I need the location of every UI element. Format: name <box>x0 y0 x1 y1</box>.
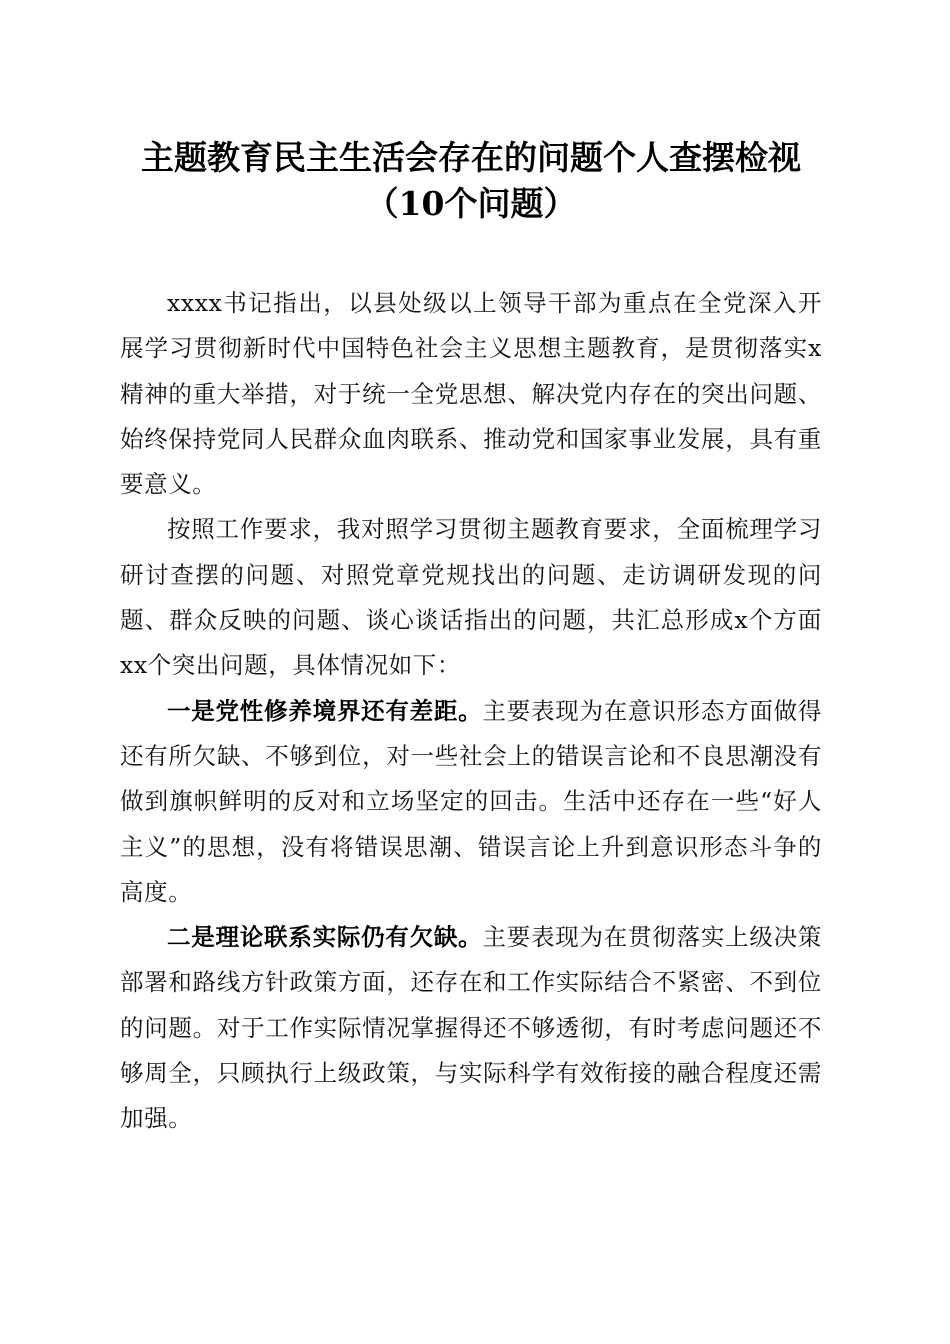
issue-2-text: 主要表现为在贯彻落实上级决策部署和路线方针政策方面，还存在和工作实际结合不紧密、不到位的问题。对于工作实际情况掌握得还不够透彻，有时考虑问题还不够周全，只顾执行上级政策，与实际科学有效衔接的融合程度还需加强。 <box>120 923 822 1133</box>
paragraph-issue-1 <box>120 689 822 915</box>
issue-1-text: 主要表现为在意识形态方面做得还有所欠缺、不够到位，对一些社会上的错误言论和不良思潮没有做到旗帜鲜明的反对和立场坚定的回击。生活中还存在一些“好人主义”的思想，没有将错误思潮、错误言论上升到意识形态斗争的高度。 <box>120 696 822 906</box>
paragraph-intro <box>120 281 822 507</box>
document-page <box>120 135 822 1142</box>
issue-1-heading: 一是党性修养境界还有差距。 <box>167 696 483 725</box>
paragraph-intro-text: xxxx书记指出，以县处级以上领导干部为重点在全党深入开展学习贯彻新时代中国特色社会主义思想主题教育，是贯彻落实x精神的重大举措，对于统一全党思想、解决党内存在的突出问题、始终保持党同人民群众血肉联系、推动党和国家事业发展，具有重要意义。 <box>120 289 822 499</box>
document-body <box>120 281 822 1142</box>
document-title <box>120 135 822 227</box>
paragraph-issue-2 <box>120 915 822 1141</box>
paragraph-overview <box>120 507 822 688</box>
paragraph-overview-text: 按照工作要求，我对照学习贯彻主题教育要求，全面梳理学习研讨查摆的问题、对照党章党规找出的问题、走访调研发现的问题、群众反映的问题、谈心谈话指出的问题，共汇总形成x个方面xx个突出问题，具体情况如下： <box>120 515 822 680</box>
title-line-1: 主题教育民主生活会存在的问题个人查摆检视 <box>141 138 801 177</box>
issue-2-heading: 二是理论联系实际仍有欠缺。 <box>167 923 483 952</box>
title-line-2: （10个问题） <box>365 184 577 223</box>
